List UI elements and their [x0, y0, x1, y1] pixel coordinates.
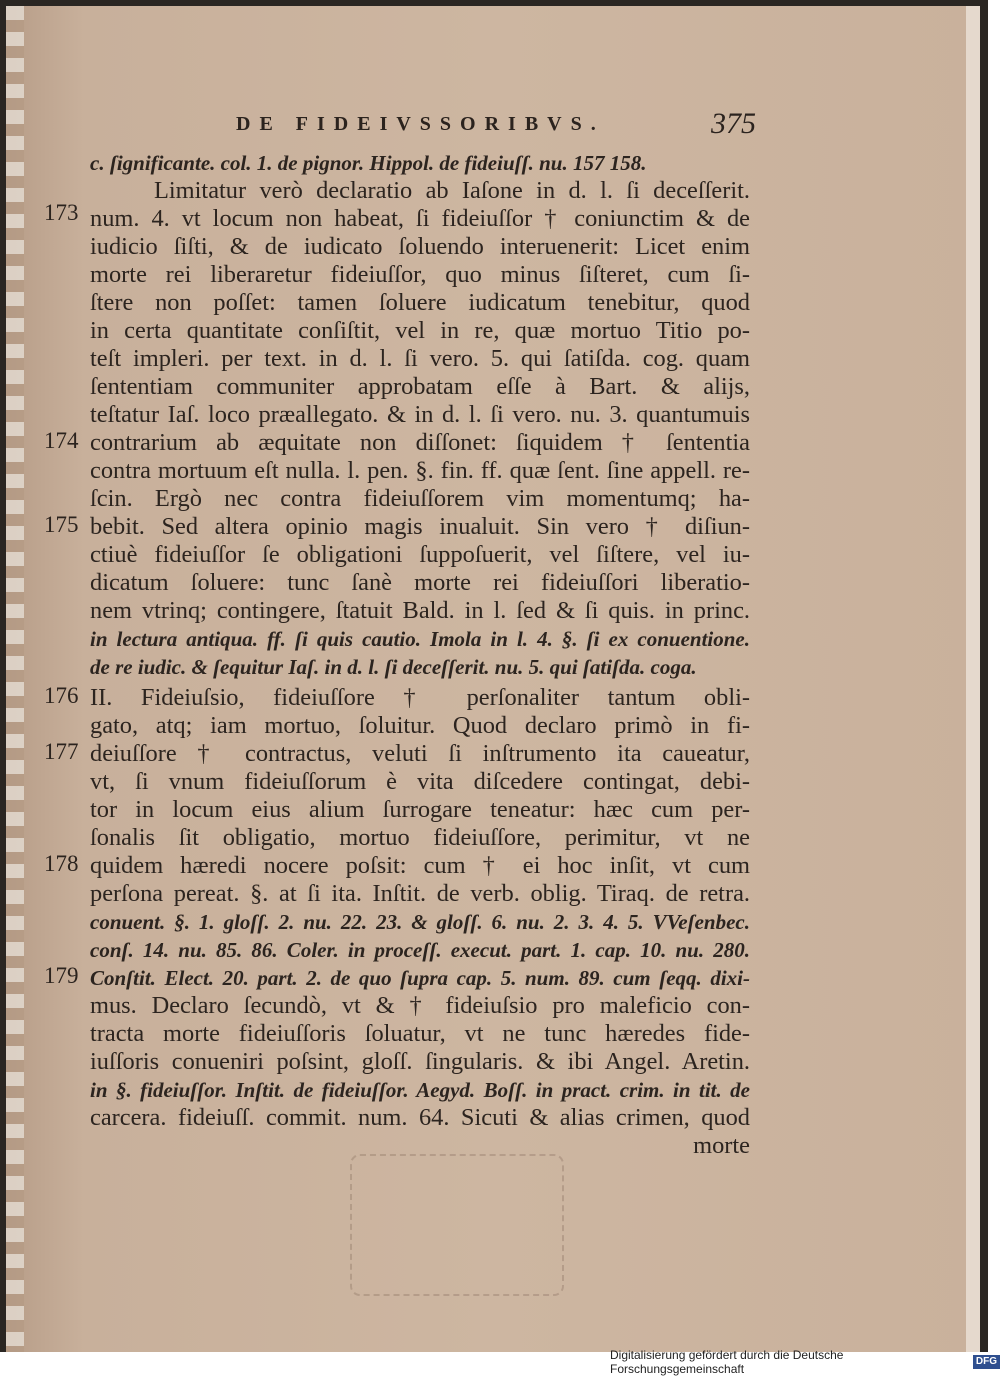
- text-line: in lectura antiqua. ff. ſi quis cautio. Imola in l. 4. §. ſi ex conuentione.: [90, 627, 750, 651]
- text-line: ſcin. Ergò nec contra fideiuſſorem vim momentumq; ha-: [90, 485, 750, 512]
- text-line: vt, ſi vnum fideiuſſorum è vita diſcedere contingat, debi-: [90, 768, 750, 795]
- dfg-logo: DFG: [973, 1355, 1000, 1369]
- text-line: dicatum ſoluere: tunc ſanè morte rei fideiuſſori liberatio-: [90, 569, 750, 596]
- margin-number: 177: [44, 739, 79, 764]
- book-page: [6, 6, 980, 1352]
- funding-credit: Digitalisierung gefördert durch die Deutsche Forschungsgemeinschaft: [610, 1348, 844, 1376]
- text-line: contrarium ab æquitate non diſſonet: ſiquidem † ſententia: [90, 429, 750, 456]
- text-line: perſona pereat. §. at ſi ita. Inſtit. de verb. oblig. Tiraq. de retra.: [90, 880, 750, 907]
- text-line: Conſtit. Elect. 20. part. 2. de quo ſupra cap. 5. num. 89. cum ſeqq. dixi-: [90, 966, 750, 990]
- text-line: iuſſoris conueniri poſsint, gloſſ. ſingularis. & ibi Angel. Aretin.: [90, 1048, 750, 1075]
- text-line: teſt impleri. per text. in d. l. ſi vero. 5. qui ſatiſda. cog. quam: [90, 345, 750, 372]
- text-line: ſententiam communiter approbatam eſſe à Bart. & alijs,: [90, 373, 750, 400]
- text-line: conſ. 14. nu. 85. 86. Coler. in proceſſ. execut. part. 1. cap. 10. nu. 280.: [90, 938, 750, 962]
- text-line: bebit. Sed altera opinio magis inualuit. Sin vero † diſiun-: [90, 513, 750, 540]
- text-line: ſonalis ſit obligatio, mortuo fideiuſſore, perimitur, vt ne: [90, 824, 750, 851]
- library-stamp: [350, 1154, 564, 1296]
- margin-number: 175: [44, 512, 79, 537]
- catchword: morte: [693, 1132, 750, 1159]
- text-line: teſtatur Iaſ. loco præallegato. & in d. l. ſi vero. nu. 3. quantumuis: [90, 401, 750, 428]
- margin-number: 179: [44, 963, 79, 988]
- text-line: II. Fideiuſsio, fideiuſſore † perſonaliter tantum obli-: [90, 684, 750, 711]
- binding-edge: [6, 6, 24, 1352]
- running-head: DE FIDEIVSSORIBVS.: [236, 113, 605, 135]
- text-line: ſtere non poſſet: tamen ſoluere iudicatum tenebitur, quod: [90, 289, 750, 316]
- page-header: [236, 109, 756, 143]
- text-line: iudicio ſiſti, & de iudicato ſoluendo interuenerit: Licet enim: [90, 233, 750, 260]
- text-line: ctiuè fideiuſſor ſe obligationi ſuppoſuerit, vel ſiſtere, vel iu-: [90, 541, 750, 568]
- text-line: conuent. §. 1. gloſſ. 2. nu. 22. 23. & gloſſ. 6. nu. 2. 3. 4. 5. VVeſenbec.: [90, 910, 750, 934]
- text-line: deiuſſore † contractus, veluti ſi inſtrumento ita caueatur,: [90, 740, 750, 767]
- text-line: contra mortuum eſt nulla. l. pen. §. fin. ff. quæ ſent. ſine appell. re-: [90, 457, 750, 484]
- margin-number: 178: [44, 851, 79, 876]
- page-number: 375: [711, 107, 756, 140]
- text-line: carcera. fideiuſſ. commit. num. 64. Sicuti & alias crimen, quod: [90, 1104, 750, 1131]
- text-line: in §. fideiuſſor. Inſtit. de fideiuſſor. Aegyd. Boſſ. in pract. crim. in tit. de: [90, 1078, 750, 1102]
- page-edge: [966, 6, 980, 1352]
- text-line: quidem hæredi nocere poſsit: cum † ei hoc inſit, vt cum: [90, 852, 750, 879]
- text-line: nem vtrinq; contingere, ſtatuit Bald. in l. ſed & ſi quis. in princ.: [90, 597, 750, 624]
- text-line: Limitatur verò declaratio ab Iaſone in d. l. ſi deceſſerit.: [154, 177, 750, 204]
- text-line: de re iudic. & ſequitur Iaſ. in d. l. ſi deceſſerit. nu. 5. qui ſatiſda. coga.: [90, 655, 697, 679]
- margin-number: 174: [44, 428, 79, 453]
- text-line: tracta morte fideiuſſoris ſoluatur, vt ne tunc hæredes fide-: [90, 1020, 750, 1047]
- text-line: gato, atq; iam mortuo, ſoluitur. Quod declaro primò in fi-: [90, 712, 750, 739]
- text-line: tor in locum eius alium ſurrogare teneatur: hæc cum per-: [90, 796, 750, 823]
- text-line: mus. Declaro ſecundò, vt & † fideiuſsio pro maleficio con-: [90, 992, 750, 1019]
- margin-number: 173: [44, 200, 79, 225]
- margin-number: 176: [44, 683, 79, 708]
- text-line: in certa quantitate conſiſtit, vel in re, quæ mortuo Titio po-: [90, 317, 750, 344]
- text-line: morte rei liberaretur fideiuſſor, quo minus ſiſteret, cum ſi-: [90, 261, 750, 288]
- text-line: num. 4. vt locum non habeat, ſi fideiuſſor † coniunctim & de: [90, 205, 750, 232]
- footer: [610, 1348, 1000, 1376]
- text-line: c. ſignificante. col. 1. de pignor. Hippol. de fideiuſſ. nu. 157 158.: [90, 151, 647, 175]
